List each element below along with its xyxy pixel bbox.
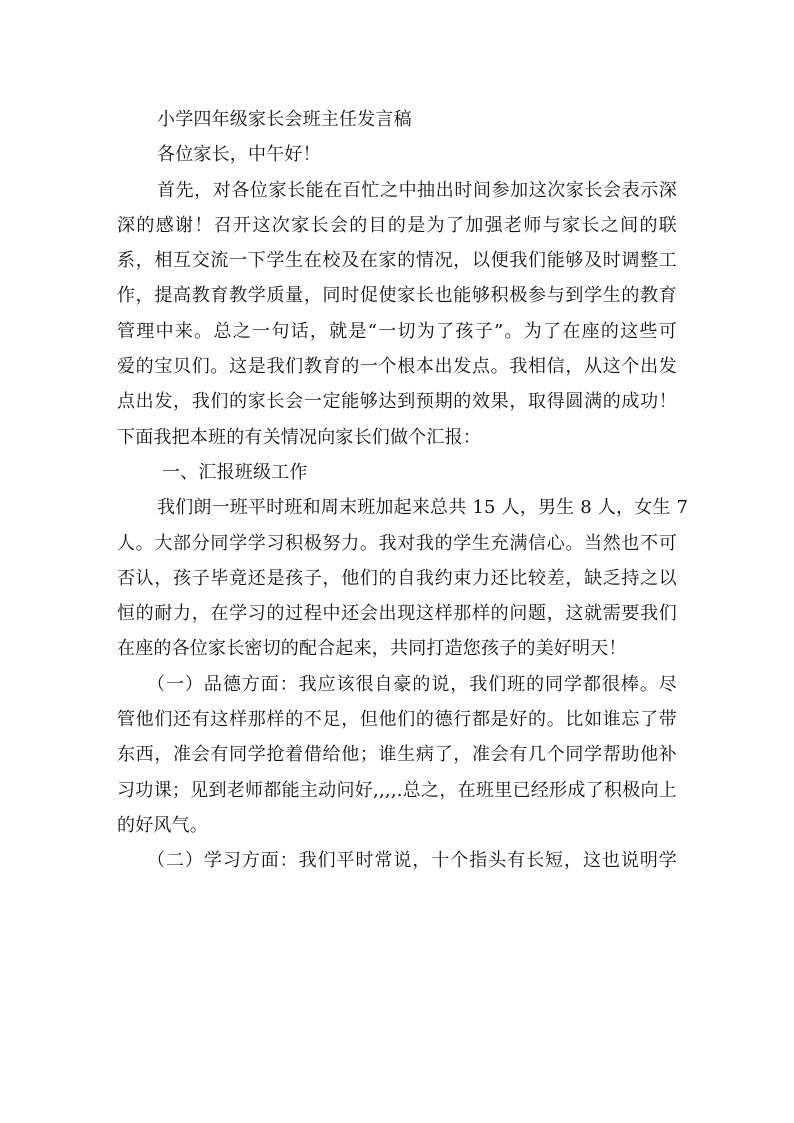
paragraph-line: 点出发，我们的家长会一定能够达到预期的效果，取得圆满的成功！ bbox=[117, 391, 677, 413]
paragraph-class-work bbox=[117, 490, 689, 666]
paragraph-line: 管他们还有这样那样的不足，但他们的德行都是好的。比如谁忘了带 bbox=[117, 709, 677, 731]
paragraph-line: （一）品德方面：我应该很自豪的说，我们班的同学都很棒。尽 bbox=[147, 673, 677, 695]
greeting: 各位家长，中午好！ bbox=[157, 144, 321, 166]
paragraph-intro bbox=[117, 173, 677, 455]
paragraph-line: 首先，对各位家长能在百忙之中抽出时间参加这次家长会表示深 bbox=[157, 179, 677, 201]
paragraph-line: 恒的耐力，在学习的过程中还会出现这样那样的问题，这就需要我们 bbox=[117, 603, 677, 625]
paragraph-line: 爱的宝贝们。这是我们教育的一个根本出发点。我相信，从这个出发 bbox=[117, 356, 677, 378]
paragraph-morality bbox=[117, 667, 677, 843]
paragraph-line: 人。大部分同学学习积极努力。我对我的学生充满信心。当然也不可 bbox=[117, 532, 677, 554]
paragraph-study bbox=[117, 843, 677, 878]
paragraph-line: （二）学习方面：我们平时常说，十个指头有长短，这也说明学 bbox=[147, 850, 677, 872]
paragraph-line: 下面我把本班的有关情况向家长们做个汇报： bbox=[117, 426, 481, 448]
paragraph-line: 系，相互交流一下学生在校及在家的情况，以便我们能够及时调整工 bbox=[117, 250, 677, 272]
document-body bbox=[117, 102, 689, 879]
paragraph-line: 东西，准会有同学抢着借给他；谁生病了，准会有几个同学帮助他补 bbox=[117, 744, 677, 766]
document-title: 小学四年级家长会班主任发言稿 bbox=[157, 109, 412, 130]
paragraph-line: 作，提高教育教学质量，同时促使家长也能够积极参与到学生的教育 bbox=[117, 285, 677, 307]
paragraph-line: 在座的各位家长密切的配合起来，共同打造您孩子的美好明天！ bbox=[117, 638, 627, 660]
paragraph-line: 管理中来。总之一句话，就是“一切为了孩子”。为了在座的这些可 bbox=[117, 320, 677, 342]
paragraph-line: 的好风气。 bbox=[117, 814, 208, 836]
paragraph-line: 我们朗一班平时班和周末班加起来总共 15 人，男生 8 人，女生 7 bbox=[157, 497, 689, 519]
paragraph-line: 深的感谢！召开这次家长会的目的是为了加强老师与家长之间的联 bbox=[117, 214, 677, 236]
section-heading: 一、汇报班级工作 bbox=[162, 461, 308, 483]
paragraph-line: 否认，孩子毕竟还是孩子，他们的自我约束力还比较差，缺乏持之以 bbox=[117, 567, 677, 589]
paragraph-line: 习功课；见到老师都能主动问好,,,,.总之，在班里已经形成了积极向上 bbox=[117, 779, 677, 801]
